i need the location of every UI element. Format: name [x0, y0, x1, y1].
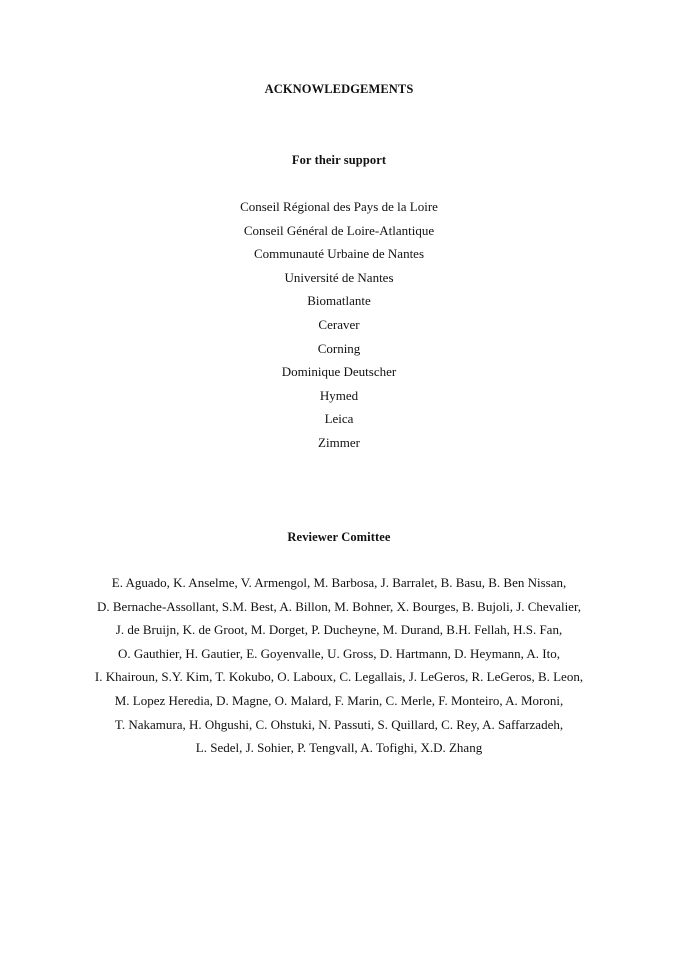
supporter-item: Hymed: [319, 387, 359, 403]
supporter-item: Zimmer: [318, 434, 360, 450]
supporter-item: Université de Nantes: [284, 269, 394, 285]
supporter-item: Corning: [317, 340, 361, 356]
reviewer-line: M. Lopez Heredia, D. Magne, O. Malard, F. Marin, C. Merle, F. Monteiro, A. Moroni,: [114, 692, 564, 708]
supporter-item: Biomatlante: [307, 293, 371, 309]
supporter-item: Communauté Urbaine de Nantes: [253, 246, 425, 262]
reviewer-names: [0, 575, 678, 764]
reviewer-line: L. Sedel, J. Sohier, P. Tengvall, A. Tofighi, X.D. Zhang: [195, 740, 483, 756]
supporter-item: Leica: [324, 411, 354, 427]
reviewer-line: J. de Bruijn, K. de Groot, M. Dorget, P. Ducheyne, M. Durand, B.H. Fellah, H.S. Fan,: [115, 622, 563, 638]
reviewer-line: E. Aguado, K. Anselme, V. Armengol, M. Barbosa, J. Barralet, B. Basu, B. Ben Nissan,: [111, 575, 567, 590]
supporter-item: Conseil Général de Loire-Atlantique: [243, 222, 435, 238]
supporter-item: Dominique Deutscher: [281, 364, 397, 380]
supporter-item: Conseil Régional des Pays de la Loire: [240, 199, 438, 214]
page-title: ACKNOWLEDGEMENTS: [264, 82, 414, 96]
reviewer-committee-heading: Reviewer Comittee: [287, 530, 391, 544]
reviewer-line: O. Gauthier, H. Gautier, E. Goyenvalle, U. Gross, D. Hartmann, D. Heymann, A. Ito,: [118, 645, 560, 661]
reviewer-line: T. Nakamura, H. Ohgushi, C. Ohstuki, N. Passuti, S. Quillard, C. Rey, A. Saffarzadeh,: [114, 716, 564, 732]
supporter-item: Ceraver: [318, 316, 360, 332]
reviewer-line: I. Khairoun, S.Y. Kim, T. Kokubo, O. Laboux, C. Legallais, J. LeGeros, R. LeGeros, B. Leon,: [94, 669, 584, 685]
support-heading: For their support: [291, 153, 387, 167]
reviewer-line: D. Bernache-Assollant, S.M. Best, A. Billon, M. Bohner, X. Bourges, B. Bujoli, J. Chevalier,: [96, 598, 582, 614]
supporters-list: [0, 199, 678, 459]
